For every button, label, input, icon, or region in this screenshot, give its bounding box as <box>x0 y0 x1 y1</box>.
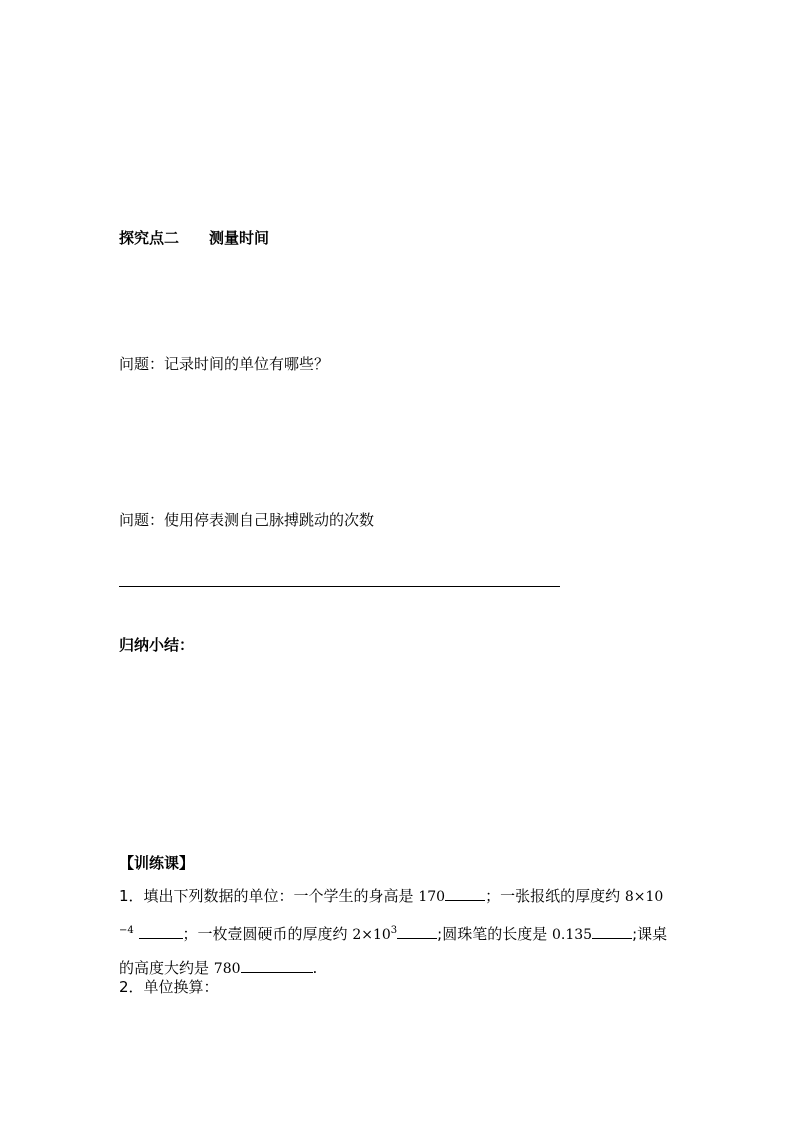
question-pulse: 问题：使用停表测自己脉搏跳动的次数 <box>119 511 375 529</box>
section-heading <box>119 227 269 248</box>
question-time-units: 问题：记录时间的单位有哪些？ <box>119 355 330 373</box>
exercise-number: 1． <box>119 887 144 905</box>
exercise-1: 1．填出下列数据的单位：一个学生的身高是 170 ；一张报纸的厚度约 8×10 $^{-4}$ ；一枚壹圆硬币的厚度约 $2\times 10^3$ ;圆珠笔的长度是 0.135 ;课桌的高度大约是 780 . <box>119 887 668 977</box>
fill-blank <box>139 924 183 939</box>
section-title: 测量时间 <box>209 229 270 247</box>
fill-blank <box>445 886 485 901</box>
exercise-2: 2．单位换算： <box>119 978 219 996</box>
training-heading: 【训练课】 <box>119 854 195 872</box>
summary-heading: 归纳小结： <box>119 636 195 654</box>
fill-blank <box>397 924 437 939</box>
section-label: 探究点二 <box>119 229 180 247</box>
answer-line <box>119 586 560 587</box>
fill-blank <box>241 958 313 973</box>
fill-blank <box>592 924 632 939</box>
